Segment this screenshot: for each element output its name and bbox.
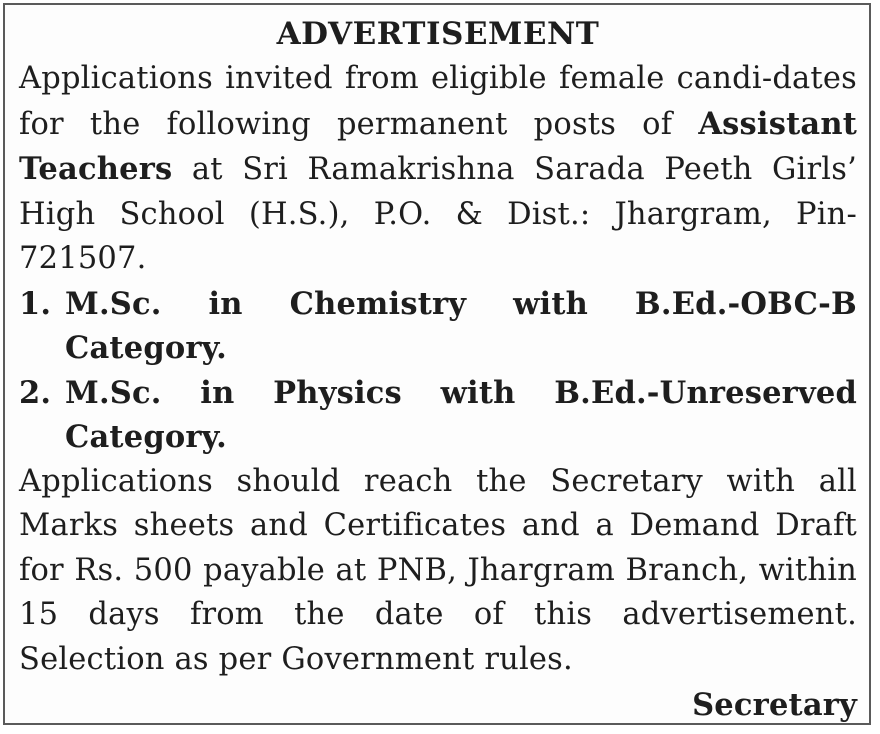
post-name: Assistant Teachers [19,105,857,187]
intro-paragraph [19,57,857,282]
post-item [19,282,857,371]
post-item [19,371,857,460]
posts-list [19,282,857,460]
advertisement-box [3,3,871,725]
intro-text-after: at Sri Ramakrishna Sarada Peeth Girls’ High School (H.S.), P.O. & Dist.: Jhargram, Pin-721507. [19,152,857,276]
post-description: M.Sc. in Chemistry with B.Ed.-OBC-B Category. [65,285,857,366]
post-number: 2. [19,374,52,411]
advertisement-title: ADVERTISEMENT [276,16,600,52]
post-description: M.Sc. in Physics with B.Ed.-Unreserved Category. [65,374,857,455]
instructions-paragraph: Applications should reach the Secretary with all Marks sheets and Certificates and a Demand Draft for Rs. 500 payable at PNB, Jhargram Branch, within 15 days from the date of this advertisement. Selection as per Government rules. [19,463,857,677]
post-number: 1. [19,285,52,322]
intro-text-before: Applications invited from eligible female candi-dates for the following permanent posts of [19,61,857,142]
signature: Secretary [692,687,857,723]
